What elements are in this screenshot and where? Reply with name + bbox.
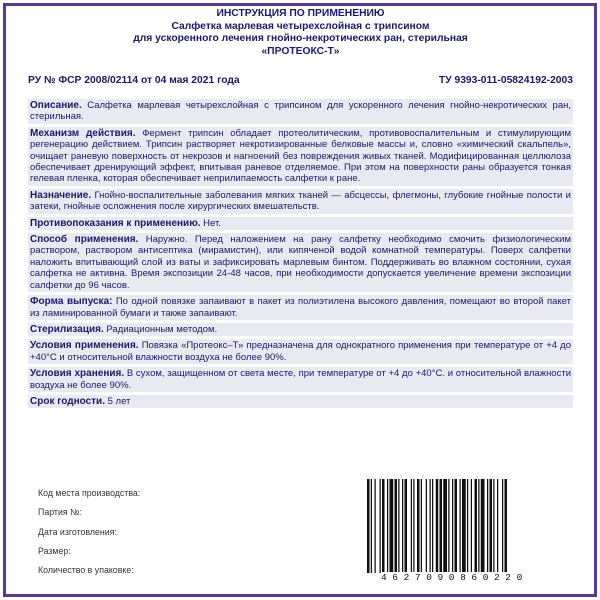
title-line-4: «ПРОТЕОКС-Т» (261, 45, 340, 57)
barcode-digits: 4627090860220 (381, 572, 553, 583)
section-label: Назначение. (30, 189, 92, 201)
section-label: Условия хранения. (30, 368, 125, 380)
size-label: Размер: (38, 545, 71, 556)
registration-number: РУ № ФСР 2008/02114 от 04 мая 2021 года (28, 75, 240, 86)
section-text: Наружно. Перед наложением на рану салфетку необходимо смочить физиологическим раствором, раствором антисептика (мирамистин), или кипяченой водой комнатной температуры. Поверх салфетки наложить впитывающий слой из ваты и зафиксировать марлевым бинтом. Поддерживать во влажном состоянии, сухая салфетка не активна. Время экспозиции 24-48 часов, при необходимости допускается увеличение времени экспозиции салфетки до 96 часов. (30, 234, 571, 291)
section-description (28, 99, 573, 124)
section-text: В сухом, защищенном от света месте, при температуре от +4 до +40°С. и относительной влажности воздуха не более 90%. (30, 368, 572, 391)
production-info (38, 484, 140, 580)
section-label: Механизм действия. (30, 127, 136, 139)
section-text: 5 лет (104, 395, 131, 407)
section-label: Противопоказания к применению. (30, 217, 201, 229)
section-label: Описание. (30, 100, 82, 111)
batch-label: Партия №: (38, 507, 82, 518)
registration-row (28, 75, 573, 86)
section-packaging (28, 295, 573, 320)
section-label: Стерилизация. (30, 323, 104, 335)
section-text: Повязка «Протеокс–Т» предназначена для однократного применения при температуре от +4 до +40°С и относительной влажности воздуха не более 90%. (30, 340, 572, 363)
section-mechanism (28, 127, 573, 186)
section-text: Радиационным методом. (103, 323, 218, 335)
section-label: Срок годности. (30, 395, 105, 407)
document-title (28, 8, 573, 58)
section-purpose (28, 189, 573, 214)
section-text: Гнойно-воспалительные заболевания мягких тканей — абсцессы, флегмоны, глубокие гнойные полости и затеки, гнойные осложнения после хирургических вмешательств. (30, 189, 571, 213)
section-application (28, 233, 573, 292)
instruction-content (28, 8, 573, 408)
section-label: Форма выпуска: (30, 296, 113, 308)
section-storage (28, 367, 573, 392)
section-text: Салфетка марлевая четырехслойная с трипсином для ускоренного лечения гнойно-некротических ран, стерильная. (30, 100, 571, 123)
section-label: Условия применения. (30, 340, 139, 352)
quantity-label: Количество в упаковке: (38, 565, 134, 576)
section-text: Фермент трипсин обладает протеолитическим, противовоспалительным и стимулирующим регенерацию действием. Трипсин растворяет некротизированные белковые массы и, словно «химический скальпель», очищает раневую поверхность от некрозов и нагноений без повреждения живых тканей. Модифицированная целлюлоза обеспечивает дренирующий эффект, впитывая раневое отделяемое. При этом на поверхности раны образуется тонкая гелевая пленка, которая обеспечивает неприлипаемость салфетки к ране. (30, 127, 571, 185)
section-text: Нет. (200, 217, 221, 229)
section-text: По одной повязке запаивают в пакет из полиэтилена высокого давления, помещают во второй пакет из ламинированной бумаги и также запаивают. (30, 296, 571, 319)
spec-number: ТУ 9393-011-05824192-2003 (438, 75, 573, 86)
title-line-3: для ускоренного лечения гнойно-некротических ран, стерильная (133, 33, 468, 44)
section-contraindications (28, 217, 573, 230)
title-line-2: Салфетка марлевая четырехслойная с трипсином (171, 20, 430, 32)
place-code-label: Код места производства: (38, 488, 141, 498)
section-usage-conditions (28, 339, 573, 364)
section-label: Способ применения. (30, 234, 139, 246)
section-sterilization (28, 323, 573, 336)
date-label: Дата изготовления: (38, 526, 117, 537)
section-shelf-life (28, 395, 573, 408)
title-line-1: ИНСТРУКЦИЯ ПО ПРИМЕНЕНИЮ (216, 8, 385, 19)
barcode-icon (365, 479, 555, 573)
